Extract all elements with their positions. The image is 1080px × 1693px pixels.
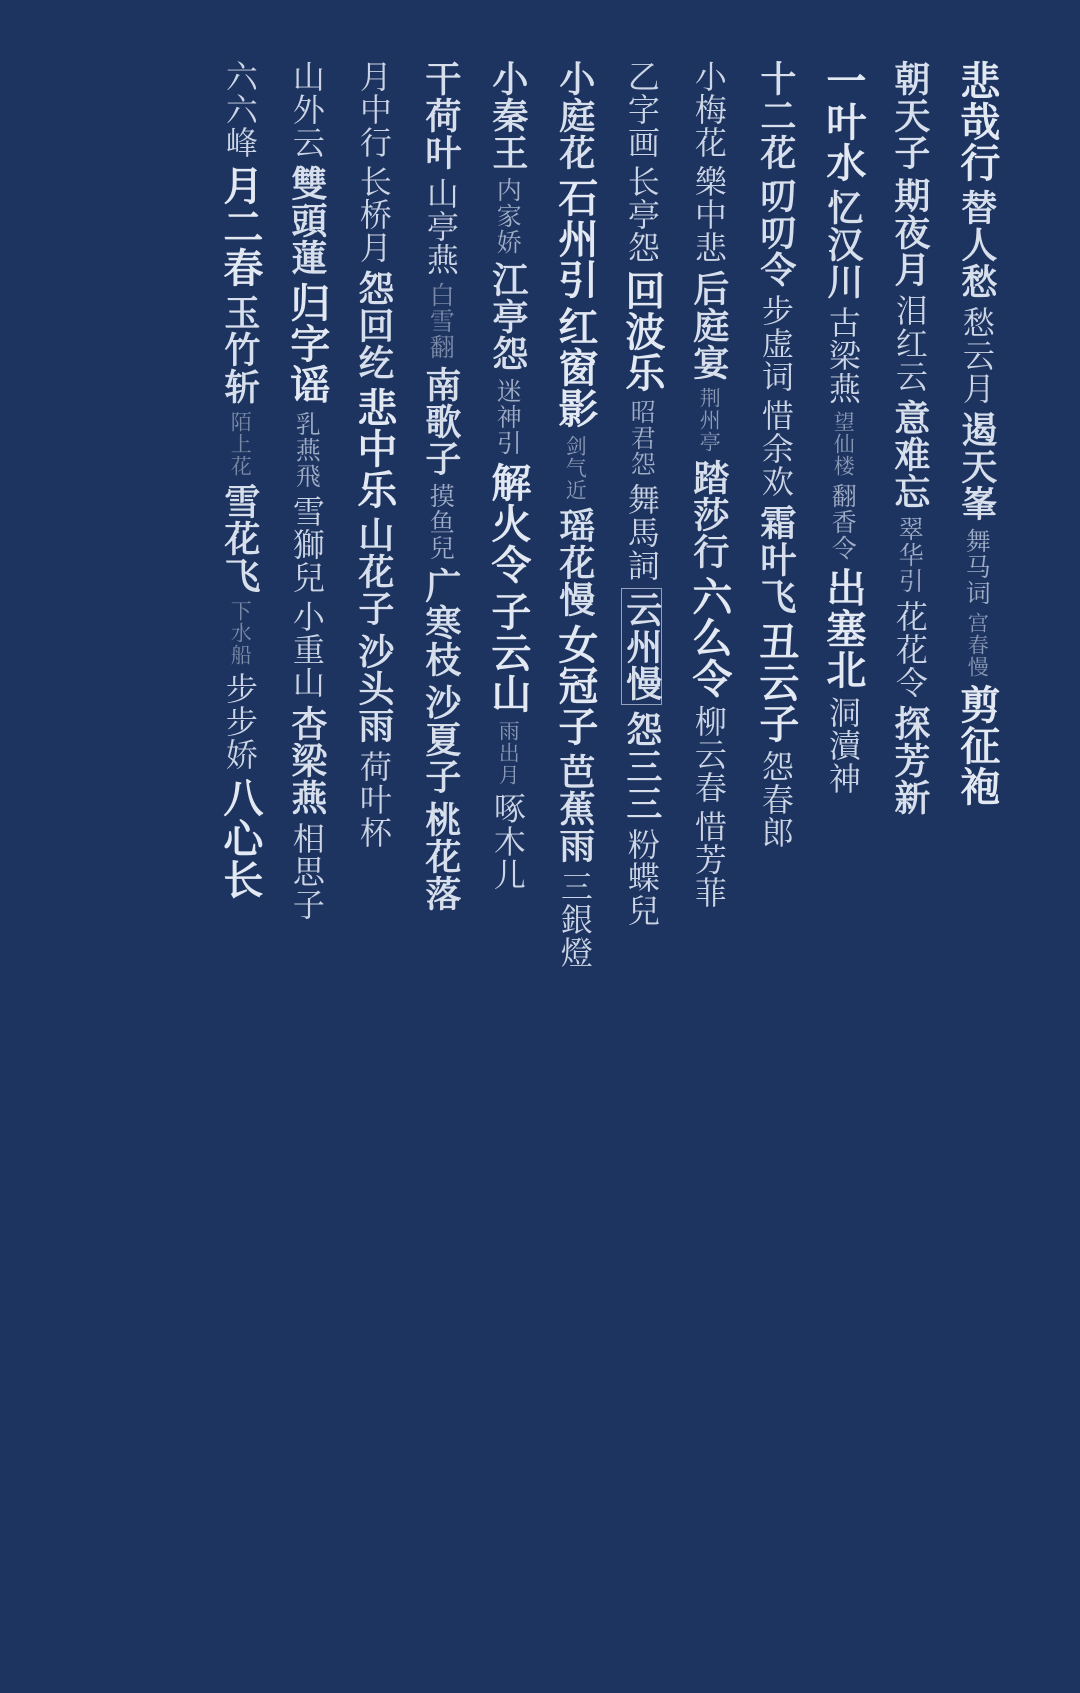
- cipai-entry: 女冠子: [551, 624, 599, 747]
- cipai-entry: 雨出月: [496, 720, 521, 786]
- cipai-entry: 粉蝶兒: [622, 828, 661, 927]
- cipai-entry: 江亭怨: [486, 261, 529, 372]
- cipai-entry: 一叶水: [819, 60, 867, 183]
- cipai-entry: 步虚词: [756, 294, 795, 393]
- cipai-entry: 八心长: [216, 777, 264, 900]
- cipai-entry: 乳燕飛: [292, 411, 322, 489]
- cipai-entry: 小梅花: [689, 60, 728, 159]
- cipai-entry: 迷神引: [493, 378, 523, 456]
- cipai-entry: 三銀燈: [555, 870, 594, 969]
- cipai-entry: 荆州亭: [697, 387, 722, 453]
- cipai-entry: 陌上花: [228, 411, 253, 477]
- cipai-entry: 怨回纥: [352, 270, 395, 381]
- text-column-3: [809, 60, 876, 801]
- cipai-entry: 遏天峯: [955, 411, 998, 522]
- cipai-entry: 愁云月: [957, 306, 996, 405]
- cipai-entry: 花花令: [890, 600, 929, 699]
- cipai-entry: 悲哉行: [953, 60, 1001, 183]
- cipai-entry: 朝天子: [888, 60, 931, 171]
- cipai-entry: 红窗影: [551, 306, 599, 429]
- cipai-entry: 忆汉川: [821, 189, 864, 300]
- cipai-entry: 剑气近: [563, 435, 588, 501]
- cipai-entry: 后庭宴: [687, 270, 730, 381]
- cipai-entry: 下水船: [228, 600, 253, 666]
- text-column-12: [206, 60, 273, 906]
- cipai-entry: 相思子: [287, 822, 326, 921]
- cipai-entry: 月二春: [216, 165, 264, 288]
- cipai-entry: 小庭花: [553, 60, 596, 171]
- text-column-11: [273, 60, 340, 927]
- cipai-entry: 意难忘: [888, 399, 931, 510]
- cipai-entry: 宫春慢: [965, 612, 990, 678]
- cipai-entry: 沙夏子: [419, 684, 462, 795]
- cipai-entry: 六六峰: [220, 60, 259, 159]
- cipai-entry: 回波乐: [618, 270, 666, 393]
- text-column-2: [876, 60, 943, 822]
- cipai-entry: 惜芳菲: [689, 810, 728, 909]
- cipai-entry: 荷叶杯: [354, 750, 393, 849]
- cipai-entry: 丑云子: [752, 621, 800, 744]
- cipai-entry: 长桥月: [354, 165, 393, 264]
- cipai-entry: 翻香令: [828, 483, 858, 561]
- cipai-entry: 乙字画: [622, 60, 661, 159]
- cipai-entry: 舞馬詞: [622, 483, 661, 582]
- cipai-entry: 小重山: [287, 600, 326, 699]
- cipai-entry: 悲中乐: [350, 387, 398, 510]
- cipai-entry: 洞瀆神: [823, 696, 862, 795]
- cipai-entry: 内家娇: [493, 177, 523, 255]
- cipai-entry: 怨三三: [620, 711, 663, 822]
- cipai-entry: 惜余欢: [756, 399, 795, 498]
- cipai-entry: 玉竹斩: [218, 294, 261, 405]
- cipai-entry: 摸鱼兒: [426, 483, 456, 561]
- cipai-entry: 泪红云: [890, 294, 929, 393]
- cipai-entry: 归字谣: [283, 282, 331, 405]
- cipai-entry: 探芳新: [888, 705, 931, 816]
- text-column-9: [407, 60, 474, 918]
- cipai-entry: 广寒枝: [419, 567, 462, 678]
- cipai-entry: 子云山: [484, 591, 532, 714]
- cipai-entry: 长亭怨: [622, 165, 661, 264]
- text-column-7: [541, 60, 608, 975]
- text-column-6: [608, 60, 675, 933]
- cipai-entry: 石州引: [551, 177, 599, 300]
- cipai-entry: 望仙楼: [831, 411, 856, 477]
- cipai-entry: 霜叶飞: [754, 504, 797, 615]
- cipai-entry: 雪花飞: [218, 483, 261, 594]
- cipai-entry: 怨春郎: [756, 750, 795, 849]
- text-column-10: [340, 60, 407, 855]
- cipai-entry: 芭蕉雨: [553, 753, 596, 864]
- cipai-entry: 十二花: [754, 60, 797, 171]
- text-column-1: [943, 60, 1010, 813]
- cipai-entry: 云州慢: [621, 588, 662, 705]
- cipai-entry: 山亭燕: [421, 177, 460, 276]
- cipai-entry: 月中行: [354, 60, 393, 159]
- cipai-entry: 解火令: [484, 462, 532, 585]
- cipai-entry: 樂中悲: [689, 165, 728, 264]
- cipai-entry: 替人愁: [955, 189, 998, 300]
- cipai-entry: 叨叨令: [754, 177, 797, 288]
- cipai-entry: 剪征袍: [953, 684, 1001, 807]
- text-column-5: [675, 60, 742, 915]
- cipai-entry: 雪獅兒: [287, 495, 326, 594]
- cipai-entry: 瑶花慢: [553, 507, 596, 618]
- cipai-entry: 舞马词: [962, 528, 992, 606]
- cipai-entry: 山外云: [287, 60, 326, 159]
- text-column-4: [742, 60, 809, 855]
- text-column-8: [474, 60, 541, 897]
- cipai-entry: 出塞北: [819, 567, 867, 690]
- cipai-entry: 柳云春: [689, 705, 728, 804]
- cipai-entry: 白雪翻: [426, 282, 456, 360]
- cipai-entry: 古梁燕: [823, 306, 862, 405]
- cipai-entry: 桃花落: [419, 801, 462, 912]
- cipai-entry: 翠华引: [895, 516, 925, 594]
- cipai-entry: 啄木儿: [488, 792, 527, 891]
- cipai-entry: 南歌子: [419, 366, 462, 477]
- cipai-entry: 沙头雨: [352, 633, 395, 744]
- character-grid: [70, 60, 1010, 1650]
- cipai-entry: 步步娇: [220, 672, 259, 771]
- cipai-entry: 六么令: [685, 576, 733, 699]
- cipai-entry: 踏莎行: [687, 459, 730, 570]
- cipai-entry: 山花子: [352, 516, 395, 627]
- cipai-entry: 小秦王: [486, 60, 529, 171]
- cipai-entry: 杏梁燕: [285, 705, 328, 816]
- cipai-entry: 期夜月: [888, 177, 931, 288]
- cipai-entry: 干荷叶: [419, 60, 462, 171]
- cipai-entry: 雙頭蓮: [285, 165, 328, 276]
- cipai-entry: 昭君怨: [627, 399, 657, 477]
